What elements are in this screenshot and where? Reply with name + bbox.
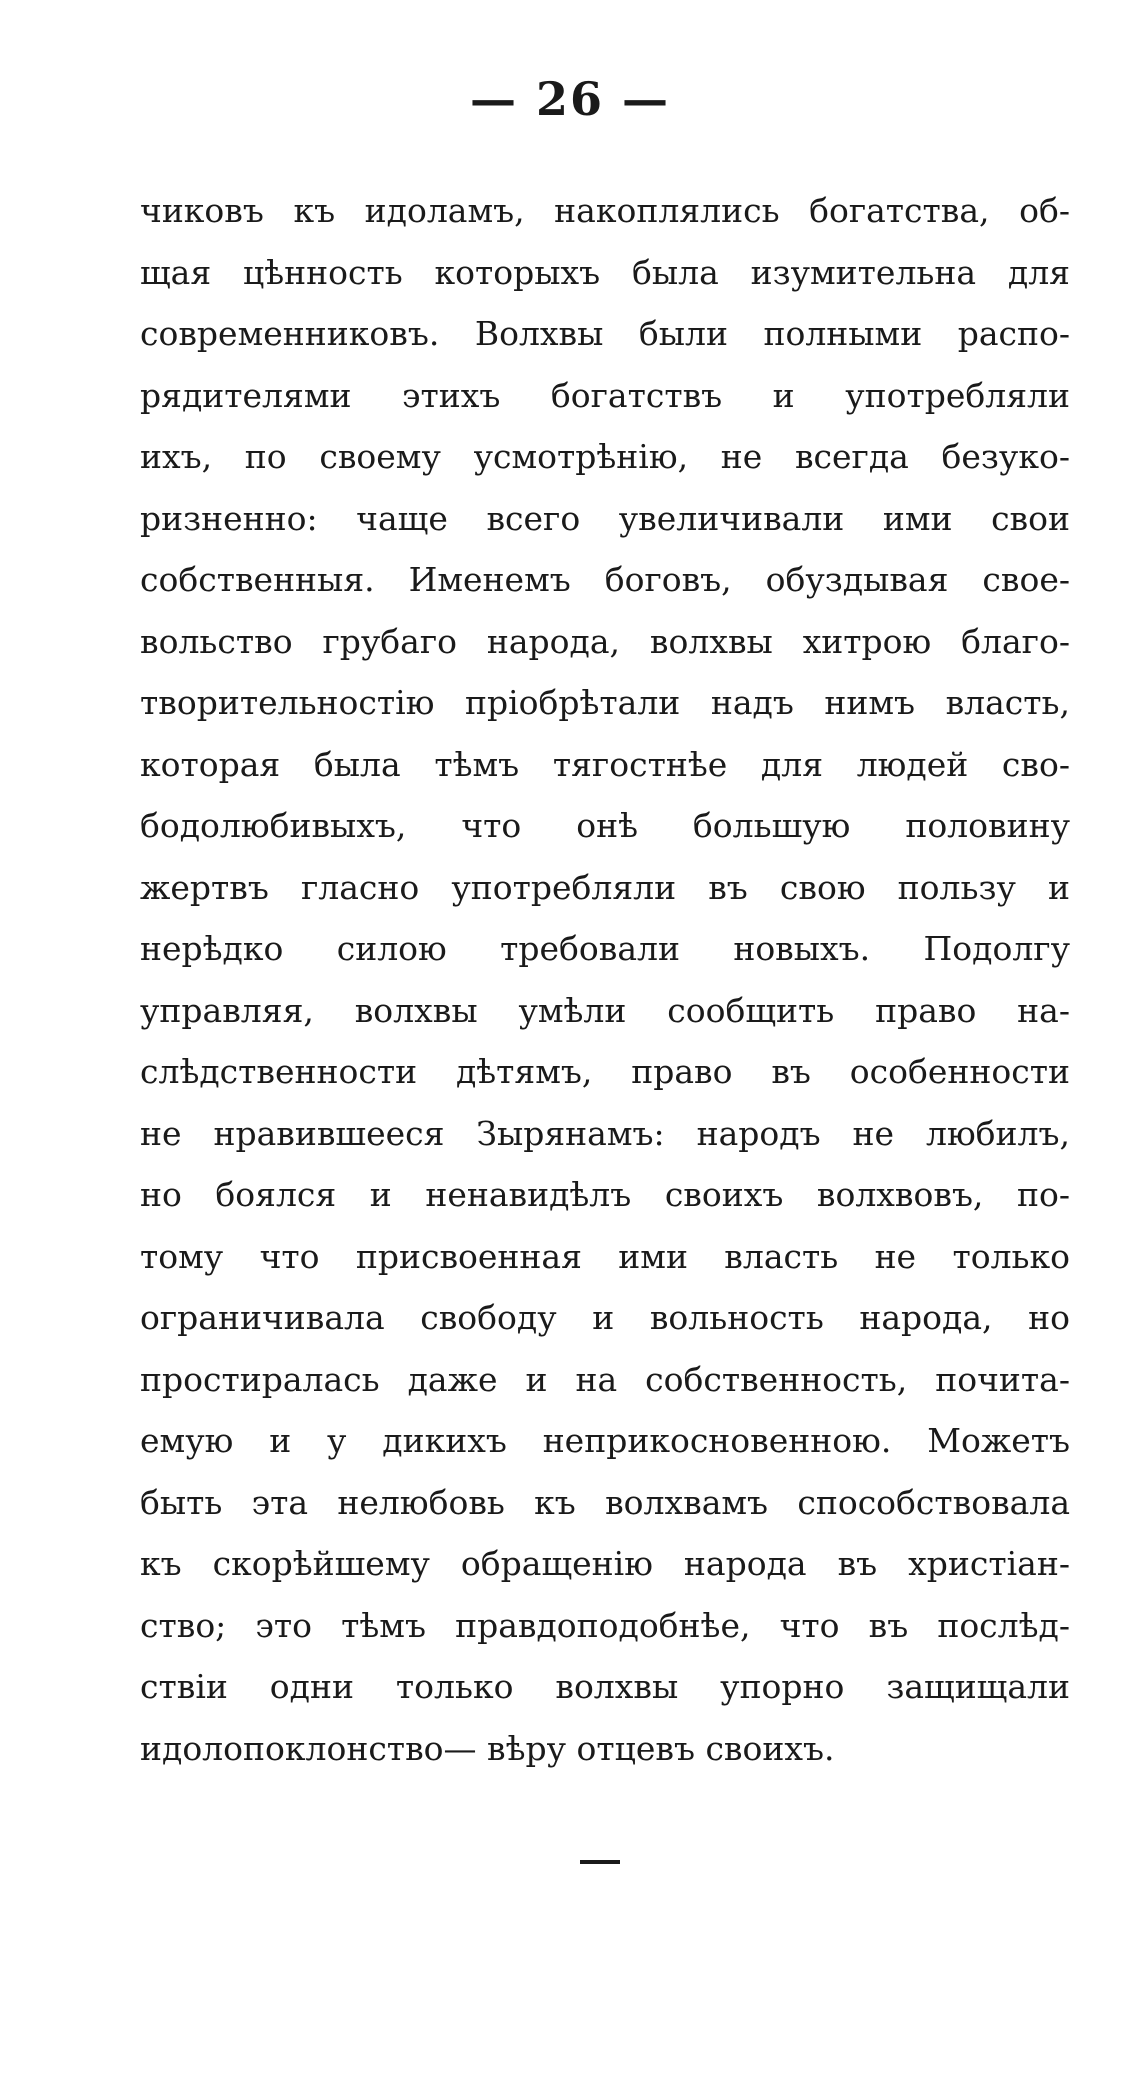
text-line: нерѣдко силою требовали новыхъ. Подолгу bbox=[140, 929, 1070, 968]
text-line: простиралась даже и на собственность, почита- bbox=[140, 1359, 1070, 1399]
text-line: быть эта нелюбовь къ волхвамъ способствовала bbox=[140, 1482, 1070, 1522]
text-line: ство; это тѣмъ правдоподобнѣе, что въ послѣд- bbox=[140, 1605, 1070, 1645]
text-line: не нравившееся Зырянамъ: народъ не любилъ, bbox=[140, 1113, 1070, 1153]
text-line: вольство грубаго народа, волхвы хитрою благо- bbox=[140, 621, 1070, 661]
end-of-section-dash bbox=[580, 1860, 620, 1864]
text-line: щая цѣнность которыхъ была изумительна для bbox=[140, 252, 1070, 292]
text-line: къ скорѣйшему обращенію народа въ христіан- bbox=[140, 1544, 1070, 1583]
text-line: емую и у дикихъ неприкосновенною. Можетъ bbox=[140, 1421, 1070, 1460]
text-line: управляя, волхвы умѣли сообщить право на- bbox=[140, 990, 1070, 1030]
text-line: ихъ, по своему усмотрѣнію, не всегда безуко- bbox=[140, 437, 1070, 476]
text-line: но боялся и ненавидѣлъ своихъ волхвовъ, по- bbox=[140, 1175, 1070, 1214]
text-line: бодолюбивыхъ, что онѣ большую половину bbox=[140, 806, 1070, 845]
text-line: слѣдственности дѣтямъ, право въ особенности bbox=[140, 1052, 1070, 1091]
text-line: собственныя. Именемъ боговъ, обуздывая свое- bbox=[140, 560, 1070, 599]
text-line: тому что присвоенная ими власть не только bbox=[140, 1236, 1070, 1276]
text-line: современниковъ. Волхвы были полными распо- bbox=[140, 314, 1070, 353]
text-line: рядителями этихъ богатствъ и употребляли bbox=[140, 375, 1070, 415]
text-line: которая была тѣмъ тягостнѣе для людей сво- bbox=[140, 744, 1070, 784]
text-line: ризненно: чаще всего увеличивали ими свои bbox=[140, 498, 1070, 538]
text-line: творительностію пріобрѣтали надъ нимъ власть, bbox=[140, 683, 1070, 722]
text-line: ограничивала свободу и вольность народа, но bbox=[140, 1298, 1070, 1337]
text-line: жертвъ гласно употребляли въ свою пользу и bbox=[140, 867, 1070, 907]
text-line: ствіи одни только волхвы упорно защищали bbox=[140, 1667, 1070, 1706]
text-line: идолопоклонство— вѣру отцевъ своихъ. bbox=[140, 1728, 835, 1768]
text-line: чиковъ къ идоламъ, накоплялись богатства, об- bbox=[140, 191, 1070, 230]
page-number: — 26 — bbox=[469, 72, 671, 126]
body-text bbox=[140, 180, 1070, 1779]
